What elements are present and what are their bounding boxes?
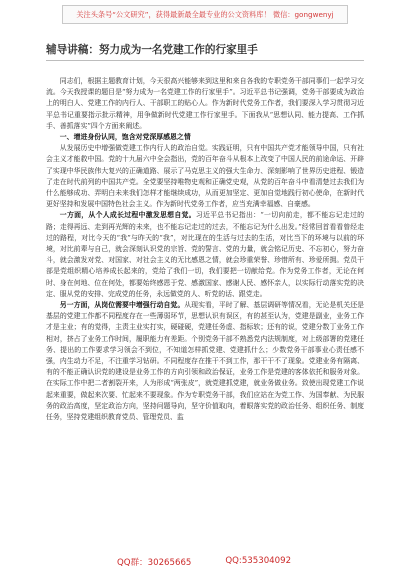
paragraph-text: 从现实看，平时了解、基层调研等情况看，无论是机关还是基层的党建工作都不同程度存在一些薄弱环节，思想认识有误区，有的甚至认为，党建是副业，业务工作才是主业；有的觉得，主责主业实打实，硬碰硬，党建任务虚、指标软；还有的说，党建分数丁业务工作相对，挤占了业务工作时间，履职能力有差距。个别党务干部不熟悉党内法规制度，对上级部署的党建任务、提出的工作要求学习领会不到位，不知道怎样抓党建、党建抓什么；少数党务干部事业心责任感不强，内生动力不足，不注重学习钻研。不同程度存在推干不到工作，那干干不了现象。党建业务有隔离、有的不能正确认识党的建设是业务工作的方向引领和政治保证，业务工作是党建的客体依托和服务对象。在实际工作中把二者割裂开来，人为形成“两张皮”，就党建抓党建，就业务做业务。致使出现党建工作说起来重要，做起来次要、忙起来不要现象。作为专职党务干部，我们应站在为党工作、为国奉献、为民服务的政治高度，坚定政治方向，坚持问题导向，坚守价值取向，着眼落实党的政治任务、组织任务、制度任务，坚持党建组织教育党员、管理党员、监 [46, 301, 365, 422]
paragraph-text: 从发展历史中增强做党建工作内行人的政治自觉。实践证明，只有中国共产党才能领导中国，只有社会主义才能救中国。党的十九届六中全会指出，党的百年奋斗从根本上改变了中国人民的前途命运、开辟了实现中华民族伟大复兴的正确道路、展示了马克思主义的强大生命力、深刻影响了世界历史进程、锻造了走在时代前列的中国共产党。全党要坚持唯物史观和正确党史观，从党的百年奋斗中看清楚过去我们为什么能够成功、弄明白未来我们怎样才能继续成功，从而更加坚定、更加自觉地践行初心使命，在新时代更好坚持和发展中国特色社会主义。作为新时代党务工作者，应当充满幸福感、自豪感。 [46, 144, 364, 209]
document-title: 辅导讲稿：努力成为一名党建工作的行家里手 [46, 44, 258, 56]
qq-text: QQ:535304092 [225, 556, 292, 566]
promo-banner: 关注头条号“公文研究”，获得最新最全最专业的公文资料库！ 微信：gongwenyj [62, 5, 348, 24]
section-heading: 一、增进身份认同，饱含对党深厚感恩之情 [59, 133, 191, 142]
document-body [46, 76, 364, 423]
body-paragraph [46, 300, 364, 423]
paragraph-lead: 一方面，从个人成长过程中激发思想自觉。 [59, 211, 196, 220]
paragraph-lead: 另一方面，从岗位需要中增强行动自觉。 [59, 301, 185, 310]
body-paragraph [46, 76, 364, 132]
footer [0, 556, 408, 568]
paragraph-text: 习近平总书记指出：“一切向前走，都不能忘记走过的路；走得再远、走到再光辉的未来，也不能忘记走过的过去，不能忘记为什么出发。”经常回首看看曾经走过的路程，对比今天的“我”与昨天的“我”，对比现在的生活与过去的生活，对比当下的环境与以前的环境，对比前辈与自己，就会深刻认识党的宗旨、党的誓言、党的力量，就会铭记历史、不忘初心，努力奋斗，就会激发对党、对国家、对社会主义的无比感恩之情，就会珍重荣誉、珍惜所有、珍爱所拥。党员干部是党组织精心培养成长起来的，党给了我们一切，我们要把一切献给党。作为党务工作者，无论在何时、身在何地、位在何处，都要始终感恩于党、感激国家、感谢人民、感怀亲人，以实际行动落实党的决定、服从党的安排、完成党的任务，永远做党的人、听党的话、跟党走。 [46, 211, 365, 298]
body-paragraph [46, 210, 364, 300]
qq-group-text: QQ群：30265665 [116, 558, 192, 568]
body-paragraph [46, 143, 364, 210]
title-divider [46, 60, 364, 61]
paragraph-text: 同志们，根据主题教育计划，今天很高兴能够来到这里和来自各我的专职党务干部同事们一起学习交流。今天我授课的题目是“努力成为一名党建工作的行家里手”。习近平总书记强调，党务干部要成为政治上的明白人、党建工作的内行人、干部职工的贴心人。作为新时代党务工作者，我们要深入学习贯彻习近平总书记重要指示批示精神，用争做新时代党建工作行家里手。下面我从“思想认同、能力提高、工作抓手、善抓落实”四个方面来阐述。 [46, 77, 364, 130]
